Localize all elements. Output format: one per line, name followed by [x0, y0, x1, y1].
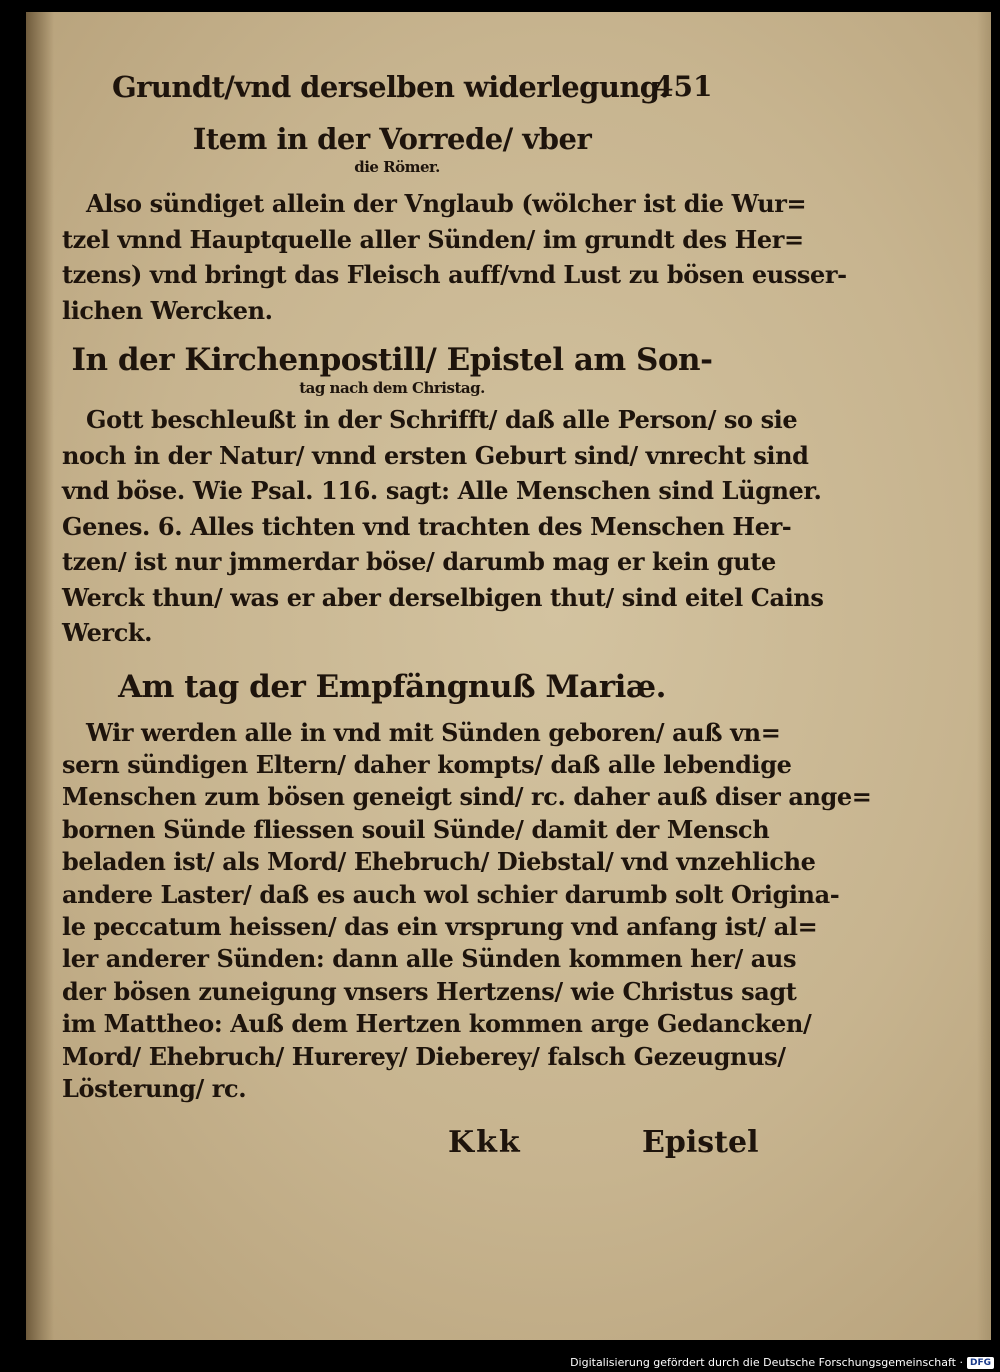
text-line: tzel vnnd Hauptquelle aller Sünden/ im grundt des Her= [62, 224, 804, 254]
text-line: noch in der Natur/ vnnd ersten Geburt sind/ vnrecht sind [62, 440, 809, 470]
dfg-logo-icon: DFG [967, 1357, 994, 1369]
section-heading: Am tag der Empfängnuß Mariæ. [118, 668, 666, 705]
signature-mark: Kkk [448, 1125, 522, 1161]
text-line: le peccatum heissen/ das ein vrsprung vnd anfang ist/ al= [62, 911, 818, 941]
text-line: beladen ist/ als Mord/ Ehebruch/ Diebstal/ vnd vnzehliche [62, 847, 816, 877]
page-footer [62, 1125, 759, 1185]
text-line: Werck. [62, 618, 153, 647]
section-paragraph [62, 717, 872, 1106]
text-line: der bösen zuneigung vnsers Hertzens/ wie Christus sagt [62, 976, 797, 1006]
running-head [62, 62, 722, 114]
page-gutter-shadow [26, 12, 54, 1340]
text-line: andere Laster/ daß es auch wol schier darumb solt Origina- [62, 879, 840, 909]
text-line: Wir werden alle in vnd mit Sünden geboren/ auß vn= [86, 717, 781, 747]
text-line: tzen/ ist nur jmmerdar böse/ darumb mag er kein gute [62, 547, 776, 576]
page-text-block [62, 62, 872, 1185]
text-line: ler anderer Sünden: dann alle Sünden kommen her/ aus [62, 944, 797, 974]
text-line: Mord/ Ehebruch/ Hurerey/ Dieberey/ falsch Gezeugnus/ [62, 1041, 786, 1071]
text-line: lichen Wercken. [62, 295, 273, 325]
catchword: Epistel [642, 1125, 759, 1161]
section-heading: Item in der Vorrede/ vber [192, 122, 592, 156]
text-line: Werck thun/ was er aber derselbigen thut/ sind eitel Cains [62, 582, 824, 612]
funding-credit [570, 1356, 994, 1369]
text-line: im Mattheo: Auß dem Hertzen kommen arge Gedancken/ [62, 1009, 812, 1039]
section-subheading: tag nach dem Christag. [299, 379, 485, 397]
section-paragraph [62, 402, 824, 651]
book-page-scan [26, 12, 991, 1340]
section-subheading: die Römer. [354, 158, 440, 176]
text-line: Also sündiget allein der Vnglaub (wölcher ist die Wur= [86, 189, 807, 218]
text-line: Menschen zum bösen geneigt sind/ rc. daher auß diser ange= [62, 782, 872, 812]
text-line: sern sündigen Eltern/ daher kompts/ daß alle lebendige [62, 749, 792, 779]
section-paragraph [62, 186, 847, 328]
text-line: bornen Sünde fliessen souil Sünde/ damit der Mensch [62, 814, 770, 844]
text-line: Genes. 6. Alles tichten vnd trachten des Menschen Her- [62, 511, 792, 541]
credit-text: Digitalisierung gefördert durch die Deutsche Forschungsgemeinschaft · [570, 1356, 963, 1369]
text-line: tzens) vnd bringt das Fleisch auff/vnd Lust zu bösen eusser- [62, 260, 847, 289]
running-title: Grundt/vnd derselben widerlegung. [112, 70, 669, 104]
text-line: Gott beschleußt in der Schrifft/ daß alle Person/ so sie [86, 405, 798, 434]
section-heading: In der Kirchenpostill/ Epistel am Son- [71, 342, 713, 378]
page-number: 451 [654, 70, 713, 103]
text-line: vnd böse. Wie Psal. 116. sagt: Alle Menschen sind Lügner. [62, 476, 822, 505]
page-edge [977, 12, 991, 1340]
text-line: Lösterung/ rc. [62, 1073, 247, 1103]
